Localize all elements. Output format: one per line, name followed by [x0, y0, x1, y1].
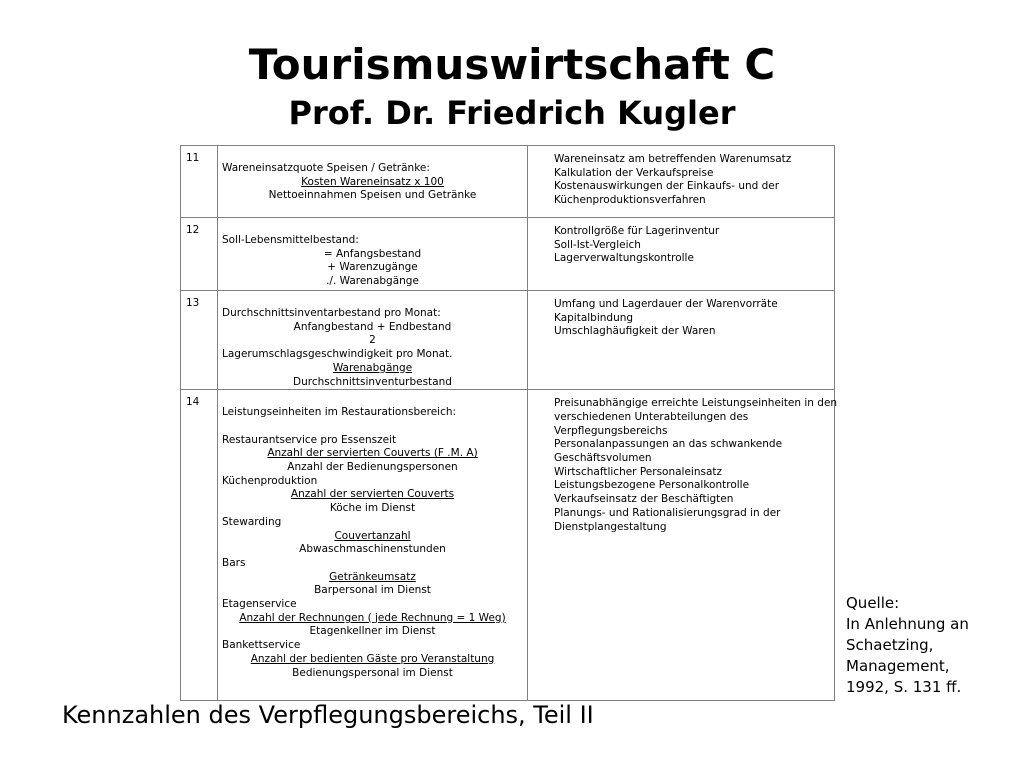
formula-line-text: Kosten Wareneinsatz x 100	[301, 175, 444, 188]
description-line: Kapitalbindung	[554, 311, 634, 324]
formula-line-text: Bars	[222, 556, 246, 569]
kennzahlen-table	[180, 145, 838, 701]
formula-line	[222, 502, 523, 516]
formula-line-text: Nettoeinnahmen Speisen und Getränke	[268, 189, 477, 202]
description-line: Wareneinsatz am betreffenden Warenumsatz	[554, 153, 792, 165]
formula-line-text: Anzahl der bedienten Gäste pro Veranstaltung	[250, 652, 495, 665]
description-line: Soll-Ist-Vergleich	[554, 238, 641, 251]
description-line: Personalanpassungen an das schwankende	[554, 438, 783, 451]
formula-line	[222, 447, 523, 461]
formula-line	[222, 275, 523, 289]
source-note	[846, 593, 969, 698]
formula-line	[222, 176, 523, 190]
formula-line	[222, 653, 523, 667]
formula-line	[222, 475, 523, 489]
description-cell	[528, 218, 835, 291]
formula-line-text: Warenabgänge	[332, 361, 413, 374]
formula-line-text: Anzahl der servierten Couverts (F .M. A)	[267, 447, 478, 460]
formula-line	[222, 376, 523, 390]
description-line: Dienstplangestaltung	[554, 520, 667, 533]
formula-line	[222, 406, 523, 420]
formula-line	[222, 461, 523, 475]
description-cell	[528, 390, 838, 701]
formula-line-text: Etagenservice	[222, 598, 297, 611]
formula-line	[222, 261, 523, 275]
formula-line	[222, 162, 523, 176]
description-cell	[528, 291, 835, 390]
slide-subtitle: Prof. Dr. Friedrich Kugler	[288, 94, 736, 132]
formula-cell	[218, 146, 528, 218]
formula-line	[222, 516, 523, 530]
formula-line-text: Anzahl der Bedienungspersonen	[287, 461, 458, 474]
formula-line-text: Küchenproduktion	[222, 474, 318, 487]
formula-line-text: Stewarding	[222, 515, 282, 528]
description-line: Wirtschaftlicher Personaleinsatz	[554, 465, 723, 478]
formula-line-text: Anzahl der servierten Couverts	[290, 488, 455, 501]
formula-line	[222, 625, 523, 639]
description-line: Umschlaghäufigkeit der Waren	[554, 325, 716, 338]
description-line: Umfang und Lagerdauer der Warenvorräte	[554, 298, 778, 310]
row-number: 13	[181, 291, 218, 390]
row-number: 11	[181, 146, 218, 218]
formula-line-text: Etagenkellner im Dienst	[309, 625, 436, 638]
formula-line	[222, 612, 523, 626]
formula-line	[222, 557, 523, 571]
formula-line-text: Lagerumschlagsgeschwindigkeit pro Monat.	[222, 348, 453, 361]
formula-line	[222, 348, 523, 362]
description-line: Leistungsbezogene Personalkontrolle	[554, 479, 750, 492]
formula-line	[222, 307, 523, 321]
source-line: 1992, S. 131 ff.	[846, 678, 962, 696]
formula-line-text: + Warenzugänge	[327, 261, 418, 274]
formula-line-text: Abwaschmaschinenstunden	[299, 543, 446, 556]
formula-line	[222, 248, 523, 262]
description-line: Lagerverwaltungskontrolle	[554, 252, 694, 265]
formula-line	[222, 234, 523, 248]
formula-line	[222, 189, 523, 203]
source-line: Management,	[846, 657, 950, 675]
source-line: In Anlehnung an	[846, 615, 969, 633]
table-body	[181, 146, 838, 701]
formula-line-text: Barpersonal im Dienst	[314, 584, 431, 597]
formula-cell	[218, 218, 528, 291]
source-line: Quelle:	[846, 594, 900, 612]
formula-line-text: = Anfangsbestand	[323, 247, 422, 260]
row-number: 12	[181, 218, 218, 291]
formula-cell	[218, 390, 528, 701]
formula-line-text: Restaurantservice pro Essenszeit	[222, 433, 397, 446]
formula-line-text: Köche im Dienst	[329, 502, 416, 515]
description-line: Preisunabhängige erreichte Leistungseinheiten in den	[554, 397, 838, 410]
formula-cell	[218, 291, 528, 390]
formula-line	[222, 543, 523, 557]
formula-line-text: Couvertanzahl	[334, 529, 411, 542]
formula-line	[222, 321, 523, 335]
formula-line-text: Anzahl der Rechnungen ( jede Rechnung = 1 Weg)	[239, 611, 506, 624]
description-line: Küchenproduktionsverfahren	[554, 194, 706, 207]
formula-line	[222, 362, 523, 376]
formula-line-text: Getränkeumsatz	[329, 570, 416, 583]
description-line: Verkaufseinsatz der Beschäftigten	[554, 493, 734, 506]
formula-line-text: Durchschnittsinventurbestand	[293, 375, 452, 388]
table-row	[181, 390, 835, 701]
formula-line-text: Leistungseinheiten im Restaurationsbereich:	[222, 406, 457, 419]
slide-caption: Kennzahlen des Verpflegungsbereichs, Teil II	[62, 701, 594, 729]
formula-line	[222, 571, 523, 585]
formula-line	[222, 598, 523, 612]
formula-line	[222, 667, 523, 681]
description-line: Kostenauswirkungen der Einkaufs- und der	[554, 180, 780, 193]
slide-title: Tourismuswirtschaft C	[248, 40, 776, 89]
formula-line-text: Bankettservice	[222, 639, 301, 652]
source-line: Schaetzing,	[846, 636, 934, 654]
description-line: Planungs- und Rationalisierungsgrad in der	[554, 506, 781, 519]
formula-line	[222, 334, 523, 348]
formula-line	[222, 530, 523, 544]
formula-line	[222, 420, 523, 434]
formula-line-text: Soll-Lebensmittelbestand:	[222, 234, 359, 246]
description-line: Kontrollgröße für Lagerinventur	[554, 225, 720, 237]
formula-line-text: Wareneinsatzquote Speisen / Getränke:	[222, 162, 430, 174]
formula-line-text: Bedienungspersonal im Dienst	[292, 666, 453, 679]
table-row	[181, 146, 835, 218]
description-line: Kalkulation der Verkaufspreise	[554, 166, 714, 179]
table-row	[181, 218, 835, 291]
row-number: 14	[181, 390, 218, 701]
formula-line-text: Anfangbestand + Endbestand	[293, 320, 452, 333]
formula-line-text: Durchschnittsinventarbestand pro Monat:	[222, 307, 441, 319]
formula-line	[222, 584, 523, 598]
formula-line	[222, 488, 523, 502]
table-row	[181, 291, 835, 390]
description-line: Geschäftsvolumen	[554, 452, 652, 465]
description-line: verschiedenen Unterabteilungen des	[554, 410, 749, 423]
description-line: Verpflegungsbereichs	[554, 424, 668, 437]
formula-line	[222, 639, 523, 653]
description-cell	[528, 146, 835, 218]
formula-line	[222, 434, 523, 448]
formula-line-text: ./. Warenabgänge	[326, 275, 419, 288]
formula-line-text: 2	[369, 334, 376, 347]
